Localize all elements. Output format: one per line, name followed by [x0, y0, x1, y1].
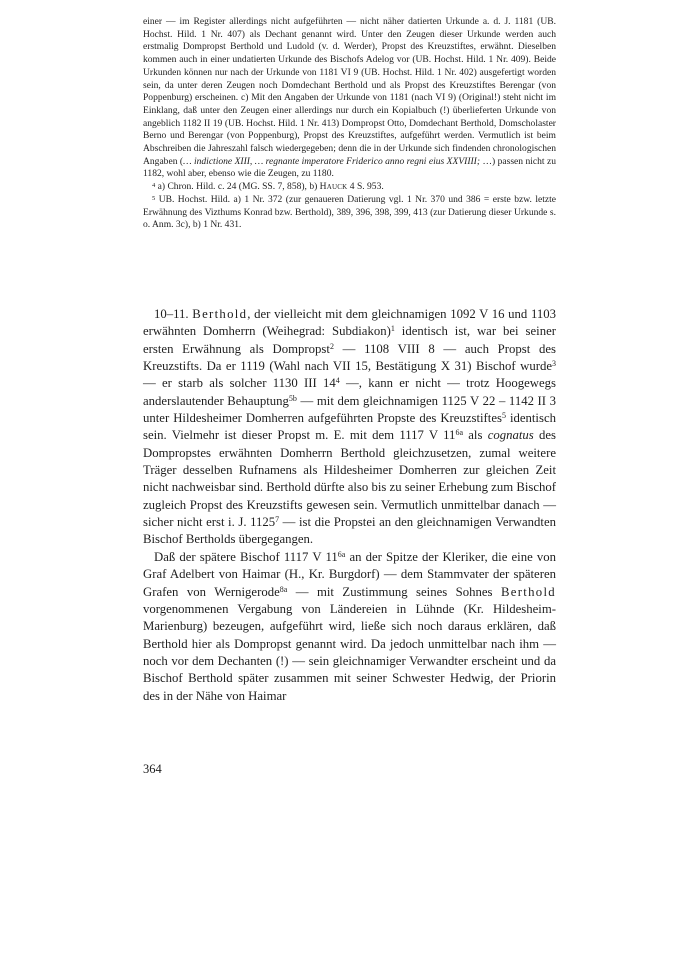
footnote-marker: 5 [152, 194, 156, 202]
footnote-ref: 1 [390, 324, 395, 334]
main-text [143, 306, 556, 705]
footnote-3-continuation: einer — im Register allerdings nicht aufgeführten — nicht näher datierten Urkunde a. d. J. 1181 (UB. Hochst. Hild. 1 Nr. 407) als Dechant genannt wird. Unter den Zeugen dieser Urkunde werden auch erstmalig Dompropst Berthold und Ludold (v. d. Werder), Propst des Kreuzstiftes, erwähnt. Dieselben kommen auch in einer undatierten Urkunde des Bischofs Adelog vor (UB. Hochst. Hild. 1 Nr. 409). Beide Urkunden können nur nach der Urkunde von 1181 VI 9 (UB. Hochst. Hild. 1 Nr. 402) ausgefertigt worden sein, da unter deren Zeugen noch Domdechant Berthold und als Propst des Kreuzstiftes Berengar (von Poppenburg) erscheinen. c) Mit den Angaben der Urkunde von 1181 (nach VI 9) (Original!) steht nicht im Einklang, daß unter den Zeugen einer allerdings nur durch ein Kopialbuch (!) überlieferten Urkunde von angeblich 1182 II 19 (UB. Hochst. Hild. 1 Nr. 413) Dompropst Otto, Domdechant Berthold, Domscholaster Berno und Berengar (von Poppenburg), Propst des Kreuzstiftes, aufgeführt werden. Vermutlich ist beim Abschreiben die Jahreszahl falsch wiedergegeben; denn die in der Urkunde sich findenden chronologischen Angaben (… indictione XIII, … regnante imperatore Friderico anno regni eius XXVIIII; …) passen nicht zu 1182, wohl aber, ebenso wie die Zeugen, zu 1180. [143, 16, 556, 180]
person-name: Berthold [500, 584, 556, 599]
footnote-ref: 6a [337, 549, 346, 559]
footnote-marker: 4 [152, 182, 156, 190]
footnote-5: $^5$ UB. Hochst. Hild. a) 1 Nr. 372 (zur genaueren Datierung vgl. 1 Nr. 370 und 386 = erste bzw. letzte Erwähnung des Vizthums Konrad bzw. Berthold), 389, 396, 398, 399, 413 (zur Datierung dieser Urkunde s. o. Anm. 3c), b) 1 Nr. 431. [143, 193, 556, 231]
footnote-ref: 5b [288, 393, 297, 403]
footnote-ref: 5 [501, 411, 506, 421]
footnotes-section [143, 16, 556, 232]
footnote-ref: 3 [552, 359, 556, 369]
document-page [143, 16, 556, 776]
latin-quotation: … indictione XIII, … regnante imperatore Friderico anno regni eius XXVIIII; [183, 155, 481, 167]
footnote-ref: 2 [329, 341, 334, 351]
paragraph-berthold-entry: 10–11. Berthold, der vielleicht mit dem gleichnamigen 1092 V 16 und 1103 erwähnten Domherrn (Weihegrad: Subdiakon)$^1$ identisch ist, war bei seiner ersten Erwähnung als Dompropst$^2$ — 1108 VIII 8 — auch Propst des Kreuzstifts. Da er 1119 (Wahl nach VII 15, Bestätigung X 31) Bischof wurde$^3$ — er starb als solcher 1130 III $14^4$ —, kann er nicht — trotz Hoogewegs anderslautender Behauptung$^{5b}$ — mit dem gleichnamigen 1125 V 22 – 1142 II 3 unter Hildesheimer Domherren aufgeführten Propste des Kreuzstiftes$^5$ identisch sein. Vielmehr ist dieser Propst m. E. mit dem 1117 V $11^{6a}$ als cognatus des Dompropstes erwähnten Domherrn Berthold gleichzusetzen, zumal weitere Träger desselben Rufnamens als Hildesheimer Domherren zur gleichen Zeit nicht nachweisbar sind. Berthold dürfte also bis zu seiner Erhebung zum Bischof zugleich Propst des Kreuzstifts gewesen sein. Vermutlich unmittelbar danach — sicher nicht erst i. J. 1125$^7$ — ist die Propstei an den gleichnamigen Verwandten Bischof Bertholds übergegangen. [143, 307, 556, 547]
latin-term: cognatus [487, 428, 534, 443]
footnote-ref: 7 [275, 515, 280, 525]
footnote-ref: 6a [455, 428, 463, 438]
footnote-4: $^4$ a) Chron. Hild. c. 24 (MG. SS. 7, 858), b) Hauck 4 S. 953. [152, 181, 384, 193]
page-number: 364 [143, 762, 162, 776]
author-name: Hauck [319, 181, 348, 193]
footnote-ref: 8a [279, 584, 288, 594]
entry-number: 10–11. [154, 307, 193, 321]
footnote-ref: 4 [335, 376, 340, 386]
entry-name: Berthold [192, 307, 248, 321]
paragraph-bishop-berthold: Daß der spätere Bischof 1117 V $11^{6a}$ an der Spitze der Kleriker, die eine von Graf Adelbert von Haimar (H., Kr. Burgdorf) — dem Stammvater der späteren Grafen von Wernigerode$^{8a}$ — mit Zustimmung seines Sohnes Berthold vorgenommenen Vergabung von Ländereien in Lühnde (Kr. Hildesheim-Marienburg) bezeugen, aufgeführt wird, ließe sich noch daraus erklären, daß Berthold hier als Dompropst genannt wird. Da jedoch unmittelbar nach ihm — noch vor dem Dechanten (!) — sein gleichnamiger Verwandter erscheint und da Bischof Berthold später zusammen mit seiner Schwester Hedwig, der Priorin des in der Nähe von Haimar [143, 549, 556, 703]
